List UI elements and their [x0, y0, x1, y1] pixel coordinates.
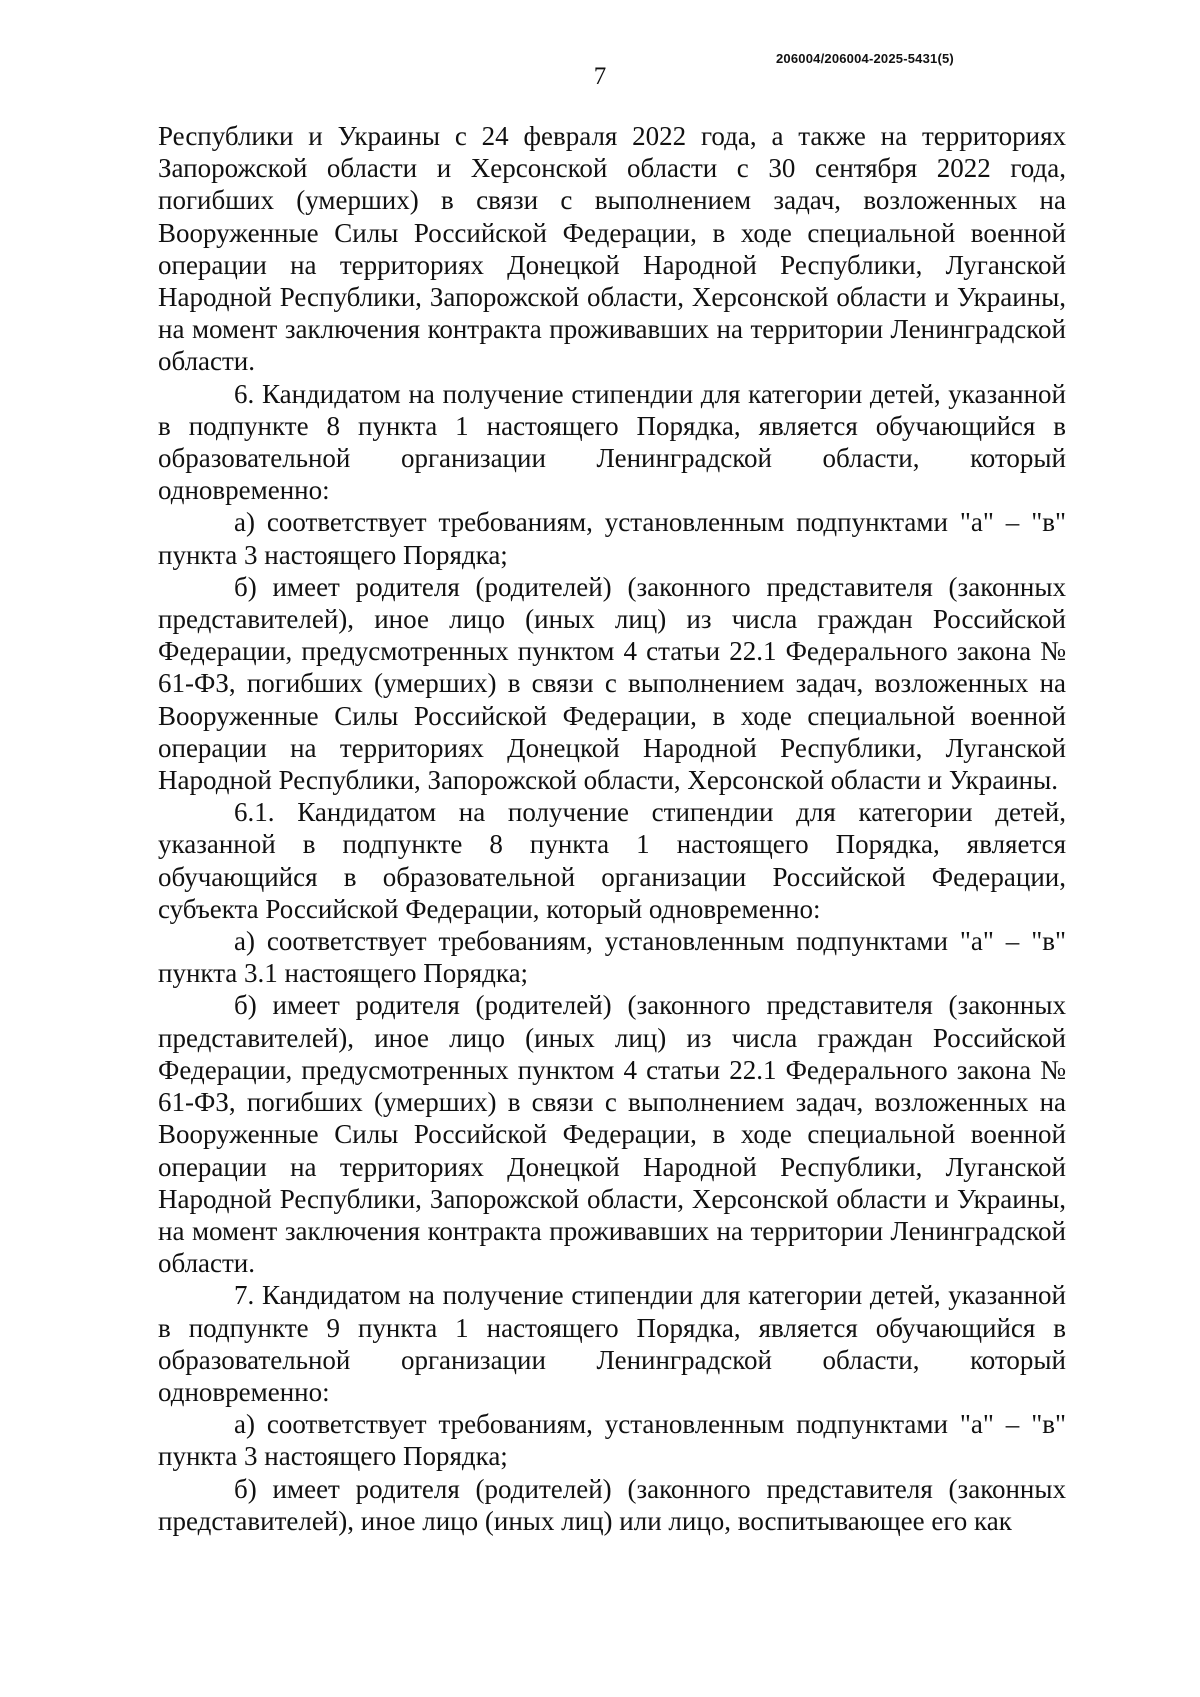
page-number: 7: [593, 63, 607, 90]
paragraph-continuation: Республики и Украины с 24 февраля 2022 года, а также на территориях Запорожской области и Херсонской области с 30 сентября 2022 года, погибших (умерших) в связи с выполнением задач, возложенных на Вооруженные Силы Российской Федерации, в ходе специальной военной операции на территориях Донецкой Народной Республики, Луганской Народной Республики, Запорожской области, Херсонской области и Украины, на момент заключения контракта проживавших на территории Ленинградской области.: [158, 121, 1066, 377]
paragraph-item-7-a: а) соответствует требованиям, установленным подпунктами "а" – "в" пункта 3 настоящего Порядка;: [158, 1409, 1066, 1472]
paragraph-item-6-1-b: б) имеет родителя (родителей) (законного представителя (законных представителей), иное лицо (иных лиц) из числа граждан Российской Федерации, предусмотренных пунктом 4 статьи 22.1 Федерального закона № 61-ФЗ, погибших (умерших) в связи с выполнением задач, возложенных на Вооруженные Силы Российской Федерации, в ходе специальной военной операции на территориях Донецкой Народной Республики, Луганской Народной Республики, Запорожской области, Херсонской области и Украины, на момент заключения контракта проживавших на территории Ленинградской области.: [158, 990, 1066, 1279]
document-body: [158, 120, 1066, 1537]
paragraph-item-6-1-a: а) соответствует требованиям, установленным подпунктами "а" – "в" пункта 3.1 настоящего Порядка;: [158, 926, 1066, 989]
paragraph-item-7-b: б) имеет родителя (родителей) (законного представителя (законных представителей), иное лицо (иных лиц) или лицо, воспитывающее его как: [158, 1473, 1066, 1536]
paragraph-item-6-b: б) имеет родителя (родителей) (законного представителя (законных представителей), иное лицо (иных лиц) из числа граждан Российской Федерации, предусмотренных пунктом 4 статьи 22.1 Федерального закона № 61-ФЗ, погибших (умерших) в связи с выполнением задач, возложенных на Вооруженные Силы Российской Федерации, в ходе специальной военной операции на территориях Донецкой Народной Республики, Луганской Народной Республики, Запорожской области, Херсонской области и Украины.: [158, 571, 1066, 796]
paragraph-item-6-a: а) соответствует требованиям, установленным подпунктами "а" – "в" пункта 3 настоящего Порядка;: [158, 507, 1066, 570]
paragraph-item-6: 6. Кандидатом на получение стипендии для категории детей, указанной в подпункте 8 пункта 1 настоящего Порядка, является обучающийся в образовательной организации Ленинградской области, который одновременно:: [158, 378, 1066, 506]
document-id: 206004/206004-2025-5431(5): [776, 51, 954, 66]
paragraph-item-6-1: 6.1. Кандидатом на получение стипендии для категории детей, указанной в подпункте 8 пункта 1 настоящего Порядка, является обучающийся в образовательной организации Российской Федерации, субъекта Российской Федерации, который одновременно:: [158, 797, 1066, 924]
paragraph-item-7: 7. Кандидатом на получение стипендии для категории детей, указанной в подпункте 9 пункта 1 настоящего Порядка, является обучающийся в образовательной организации Ленинградской области, который одновременно:: [158, 1280, 1066, 1407]
